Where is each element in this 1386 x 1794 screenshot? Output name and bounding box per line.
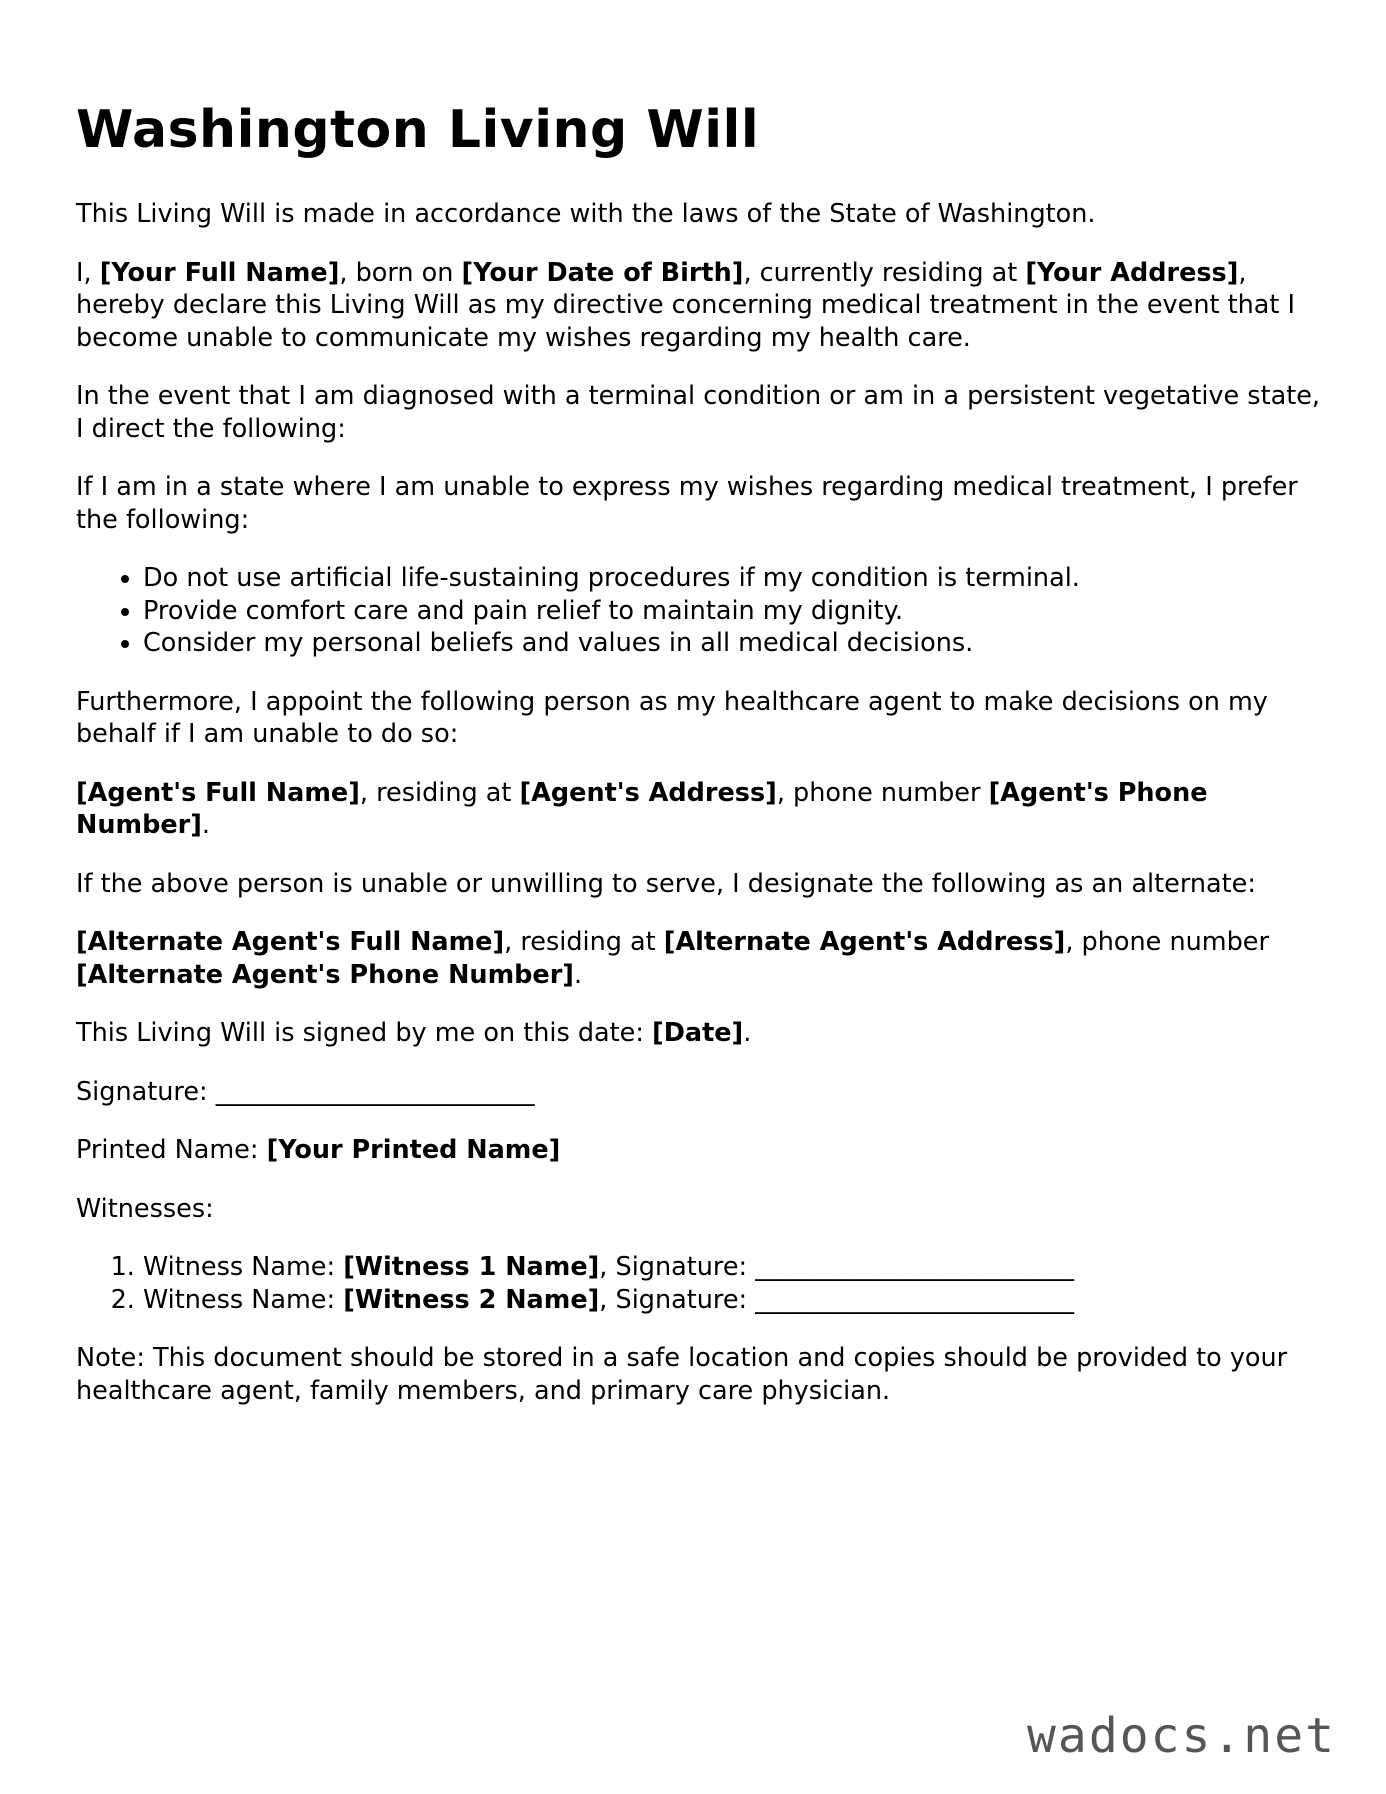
alternate-name-placeholder: [Alternate Agent's Full Name] — [76, 927, 505, 957]
agent-text-2: , phone number — [776, 777, 989, 808]
agent-paragraph — [76, 777, 1326, 842]
alternate-text-2: , phone number — [1065, 927, 1269, 957]
terminal-condition-paragraph: In the event that I am diagnosed with a terminal condition or am in a persistent vegetative state, I direct the following: — [76, 381, 1321, 444]
signature-line: Signature: _________________________ — [76, 1076, 535, 1107]
list-item — [143, 1284, 1326, 1317]
document — [76, 96, 1326, 1433]
printed-name-line — [76, 1134, 1326, 1167]
declaration-text-1: I, — [76, 257, 100, 288]
alternate-phone-placeholder: [Alternate Agent's Phone Number] — [76, 959, 574, 990]
alternate-paragraph — [76, 926, 1326, 991]
list-item: • Do not use artificial life-sustaining procedures if my condition is terminal. — [143, 562, 1326, 595]
witness-signature: , Signature: _________________________ — [599, 1252, 1074, 1282]
alternate-address-placeholder: [Alternate Agent's Address] — [663, 927, 1066, 957]
witnesses-list — [76, 1251, 1326, 1316]
witness-label: Witness Name: — [143, 1284, 344, 1315]
witnesses-label: Witnesses: — [76, 1193, 214, 1224]
declaration-text-2: , born on — [339, 257, 462, 288]
witness-signature: , Signature: _________________________ — [599, 1284, 1074, 1315]
list-item: • Provide comfort care and pain relief to maintain my dignity. — [143, 595, 1326, 628]
agent-intro-paragraph: Furthermore, I appoint the following person as my healthcare agent to make decisions on my behalf if I am unable to do so: — [76, 686, 1268, 749]
agent-address-placeholder: [Agent's Address] — [519, 777, 777, 808]
list-item — [143, 1251, 1326, 1284]
agent-text-3: . — [201, 810, 210, 840]
alternate-intro-paragraph: If the above person is unable or unwilling to serve, I designate the following as an alternate: — [76, 868, 1256, 899]
watermark: wadocs.net — [1027, 1708, 1336, 1764]
preferences-list — [76, 562, 1326, 660]
note-paragraph: Note: This document should be stored in a safe location and copies should be provided to your healthcare agent, family members, and primary care physician. — [76, 1343, 1288, 1406]
witness-name-placeholder: [Witness 2 Name] — [343, 1284, 600, 1315]
list-item: • Consider my personal beliefs and values in all medical decisions. — [143, 627, 1326, 660]
document-title: Washington Living Will — [76, 100, 760, 160]
printed-name-placeholder: [Your Printed Name] — [266, 1135, 561, 1165]
agent-text-1: , residing at — [359, 777, 520, 808]
address-placeholder: [Your Address] — [1025, 257, 1239, 288]
alternate-text-1: , residing at — [504, 927, 664, 957]
declaration-text-4: , hereby declare this Living Will as my directive concerning medical treatment in the event that I become unable to communicate my wishes regarding my health care. — [76, 257, 1296, 353]
agent-name-placeholder: [Agent's Full Name] — [76, 777, 360, 808]
witness-label: Witness Name: — [143, 1252, 344, 1282]
declaration-text-3: , currently residing at — [743, 257, 1026, 288]
printed-name-label: Printed Name: — [76, 1135, 267, 1165]
intro-paragraph: This Living Will is made in accordance with the laws of the State of Washington. — [76, 199, 1096, 229]
alternate-text-3: . — [573, 959, 583, 990]
agent-phone-placeholder: [Agent's Phone Number] — [76, 777, 1208, 840]
witness-name-placeholder: [Witness 1 Name] — [343, 1252, 600, 1282]
signed-text: This Living Will is signed by me on this date: — [76, 1018, 653, 1048]
signed-date-paragraph — [76, 1017, 1326, 1050]
signed-end: . — [743, 1018, 752, 1048]
dob-placeholder: [Your Date of Birth] — [461, 257, 744, 288]
preference-intro-paragraph: If I am in a state where I am unable to express my wishes regarding medical treatment, I prefer the following: — [76, 472, 1298, 535]
date-placeholder: [Date] — [652, 1018, 744, 1048]
full-name-placeholder: [Your Full Name] — [99, 257, 340, 288]
declaration-paragraph — [76, 257, 1326, 355]
